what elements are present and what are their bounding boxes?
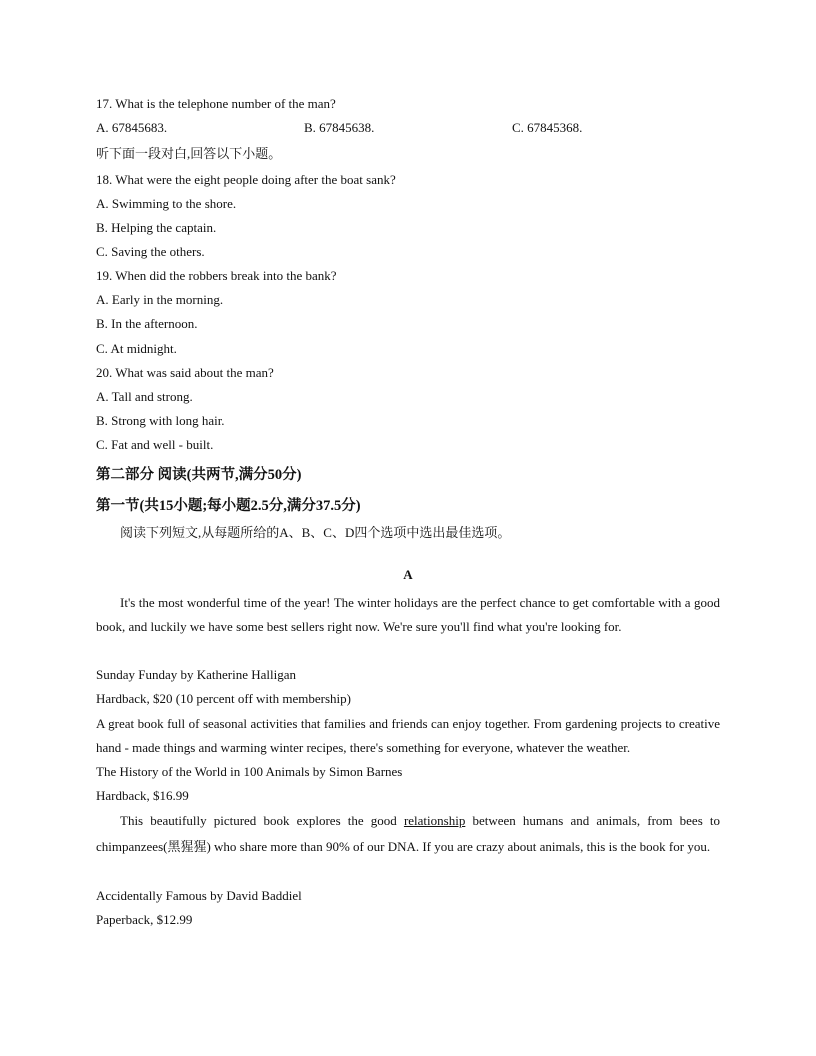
book-title: Accidentally Famous by David Baddiel (96, 888, 302, 903)
question-text: 17. What is the telephone number of the man? (96, 96, 336, 111)
part-heading: 第二部分 阅读(共两节,满分50分) (96, 467, 302, 483)
description-text: between humans and animals, from bees to chimpanzees(黑猩猩) who share more than 90% of our DNA. If you are crazy about animals, this is the book for you. (96, 813, 720, 854)
book-description (96, 808, 720, 860)
book-title: The History of the World in 100 Animals by Simon Barnes (96, 764, 403, 779)
underlined-word: relationship (403, 813, 466, 828)
passage-intro: It's the most wonderful time of the year! The winter holidays are the perfect chance to get comfortable with a good book, and luckily we have some best sellers right now. We're sure you'll find what you're looking for. (96, 595, 720, 634)
option-a: A. Early in the morning. (96, 292, 224, 307)
option-b: B. Strong with long hair. (96, 413, 225, 428)
book-description: A great book full of seasonal activities that families and friends can enjoy together. From gardening projects to creative hand - made things and warming winter recipes, there's something for everyone, whatever the weather. (96, 716, 720, 755)
option-a: A. 67845683. (96, 120, 168, 135)
option-a: A. Tall and strong. (96, 389, 193, 404)
question-text: 18. What were the eight people doing after the boat sank? (96, 172, 396, 187)
reading-instruction: 阅读下列短文,从每题所给的A、B、C、D四个选项中选出最佳选项。 (120, 525, 511, 540)
listening-instruction: 听下面一段对白,回答以下小题。 (96, 146, 282, 161)
question-text: 20. What was said about the man? (96, 365, 274, 380)
question-text: 19. When did the robbers break into the bank? (96, 268, 337, 283)
book-price: Hardback, $16.99 (96, 788, 189, 803)
option-b: B. In the afternoon. (96, 316, 198, 331)
book-price: Paperback, $12.99 (96, 912, 193, 927)
section-heading: 第一节(共15小题;每小题2.5分,满分37.5分) (96, 498, 361, 514)
option-b: B. 67845638. (304, 120, 375, 135)
option-b: B. Helping the captain. (96, 220, 217, 235)
book-price: Hardback, $20 (10 percent off with membership) (96, 691, 351, 706)
description-text: This beautifully pictured book explores the good (120, 813, 404, 828)
passage-label: A (403, 567, 413, 582)
option-c: C. Fat and well - built. (96, 437, 214, 452)
option-c: C. Saving the others. (96, 244, 205, 259)
option-c: C. 67845368. (512, 120, 583, 135)
option-c: C. At midnight. (96, 341, 177, 356)
option-a: A. Swimming to the shore. (96, 196, 237, 211)
book-title: Sunday Funday by Katherine Halligan (96, 667, 297, 682)
